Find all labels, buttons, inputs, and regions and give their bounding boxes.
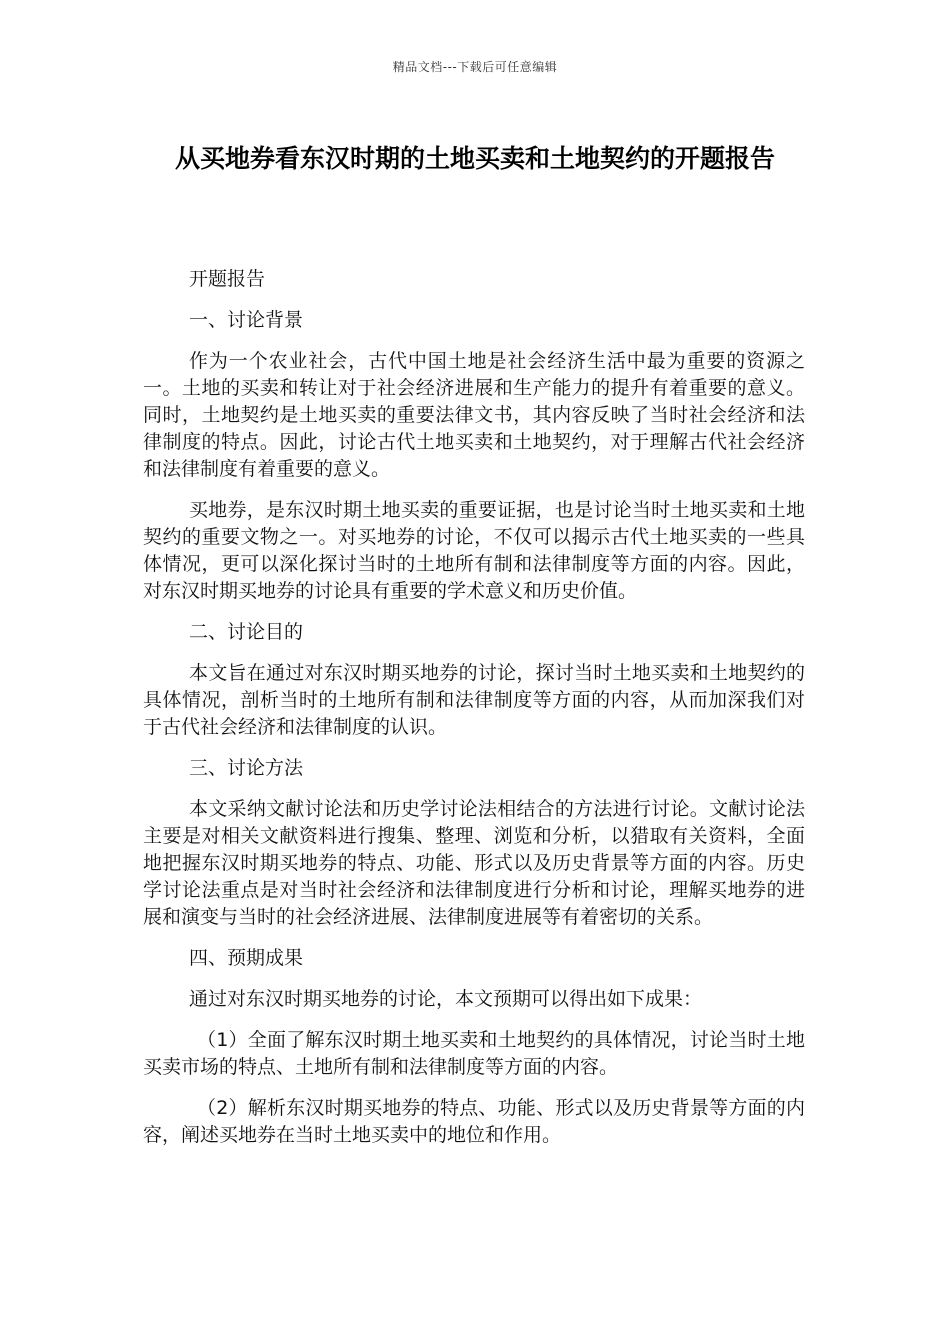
paragraph-results-intro: 通过对东汉时期买地券的讨论，本文预期可以得出如下成果：: [189, 988, 703, 1010]
header-note: 精品文档---下载后可任意编辑: [392, 60, 558, 74]
report-label: 开题报告: [189, 268, 266, 290]
paragraph-method: 本文采纳文献讨论法和历史学讨论法相结合的方法进行讨论。文献讨论法主要是对相关文献资料进行搜集、整理、浏览和分析，以猎取有关资料，全面地把握东汉时期买地券的特点、功能、形式以及历史背景等方面的内容。历史学讨论法重点是对当时社会经济和法律制度进行分析和讨论，理解买地券的进展和演变与当时的社会经济进展、法律制度进展等有着密切的关系。: [143, 798, 805, 928]
section-heading-results: 四、预期成果: [189, 947, 304, 969]
paragraph-purpose: 本文旨在通过对东汉时期买地券的讨论，探讨当时土地买卖和土地契约的具体情况，剖析当时的土地所有制和法律制度等方面的内容，从而加深我们对于古代社会经济和法律制度的认识。: [143, 662, 805, 738]
document-title: 从买地券看东汉时期的土地买卖和土地契约的开题报告: [174, 144, 775, 173]
document-body: [143, 266, 805, 1163]
section-heading-background: 一、讨论背景: [189, 309, 304, 331]
paragraph-background-1: 作为一个农业社会，古代中国土地是社会经济生活中最为重要的资源之一。土地的买卖和转让对于社会经济进展和生产能力的提升有着重要的意义。同时，土地契约是土地买卖的重要法律文书，其内容反映了当时社会经济和法律制度的特点。因此，讨论古代土地买卖和土地契约，对于理解古代社会经济和法律制度有着重要的意义。: [143, 350, 805, 480]
paragraph-background-2: 买地券，是东汉时期土地买卖的重要证据，也是讨论当时土地买卖和土地契约的重要文物之一。对买地券的讨论，不仅可以揭示古代土地买卖的一些具体情况，更可以深化探讨当时的土地所有制和法律制度等方面的内容。因此，对东汉时期买地券的讨论具有重要的学术意义和历史价值。: [143, 499, 805, 602]
section-heading-purpose: 二、讨论目的: [189, 621, 304, 643]
result-item-1: （1）全面了解东汉时期土地买卖和土地契约的具体情况，讨论当时土地买卖市场的特点、土地所有制和法律制度等方面的内容。: [143, 1029, 805, 1078]
result-item-2: （2）解析东汉时期买地券的特点、功能、形式以及历史背景等方面的内容，阐述买地券在当时土地买卖中的地位和作用。: [143, 1097, 805, 1146]
section-heading-method: 三、讨论方法: [189, 757, 304, 779]
